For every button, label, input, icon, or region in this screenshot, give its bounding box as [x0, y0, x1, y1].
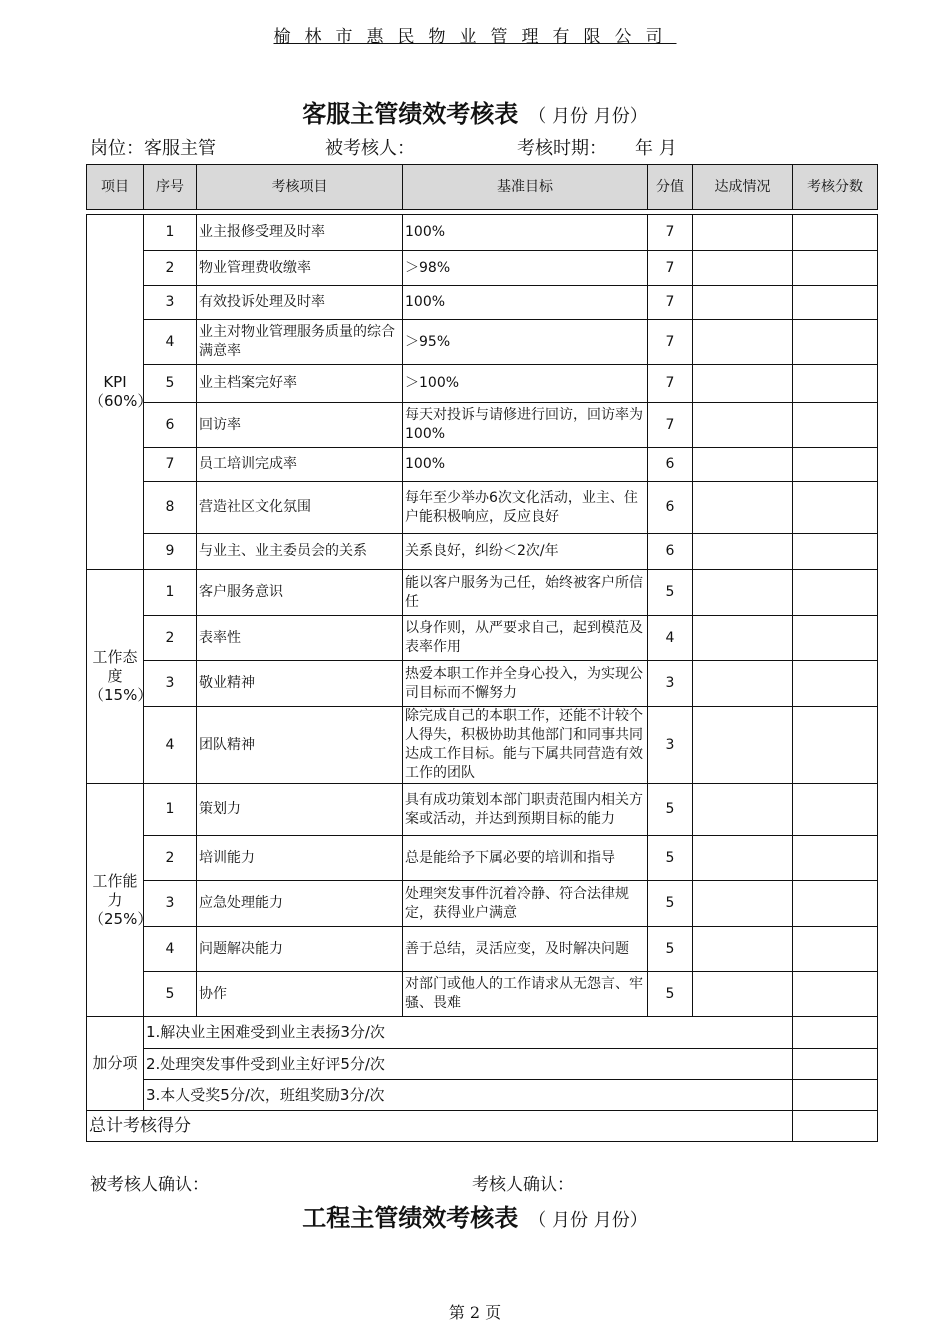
- row-number: 2: [144, 251, 197, 286]
- row-number: 8: [144, 482, 197, 534]
- row-achievement-cell[interactable]: [693, 251, 793, 286]
- sign-assessor-confirm: 考核人确认：: [472, 1175, 574, 1195]
- row-result-cell[interactable]: [793, 251, 878, 286]
- bonus-row: [87, 1049, 878, 1080]
- info-period: [517, 134, 677, 160]
- row-item: 营造社区文化氛围: [197, 482, 403, 534]
- row-number: 1: [144, 784, 197, 836]
- category-kpi: KPI（60%）: [87, 215, 144, 570]
- row-achievement-cell[interactable]: [693, 448, 793, 482]
- row-number: 2: [144, 836, 197, 881]
- category-attitude: 工作态度（15%）: [87, 570, 144, 784]
- row-achievement-cell[interactable]: [693, 616, 793, 661]
- bonus-score-cell[interactable]: [793, 1080, 878, 1111]
- row-number: 3: [144, 286, 197, 320]
- row-number: 4: [144, 707, 197, 784]
- row-score: 3: [648, 661, 693, 707]
- sign-assessed-confirm: 被考核人确认：: [90, 1175, 209, 1195]
- table-row: [87, 972, 878, 1017]
- row-achievement-cell[interactable]: [693, 661, 793, 707]
- form-title-period: （ 月份 月份）: [528, 106, 648, 127]
- table-row: [87, 784, 878, 836]
- row-result-cell[interactable]: [793, 707, 878, 784]
- form-title-period: （ 月份 月份）: [528, 1210, 648, 1231]
- row-score: 7: [648, 215, 693, 251]
- total-row: [87, 1111, 878, 1142]
- bonus-row: [87, 1017, 878, 1049]
- row-target: 100%: [403, 448, 648, 482]
- row-score: 7: [648, 251, 693, 286]
- col-header-number: 序号: [144, 165, 197, 210]
- row-number: 5: [144, 365, 197, 403]
- table-row: [87, 215, 878, 251]
- info-post: 岗位：客服主管: [90, 138, 216, 159]
- row-number: 7: [144, 448, 197, 482]
- table-header-row: [87, 165, 878, 210]
- row-item: 问题解决能力: [197, 927, 403, 972]
- row-score: 5: [648, 836, 693, 881]
- table-row: [87, 482, 878, 534]
- company-name: 榆林市惠民物业管理有限公司: [273, 27, 677, 47]
- row-score: 6: [648, 448, 693, 482]
- row-score: 7: [648, 365, 693, 403]
- col-header-item: 考核项目: [197, 165, 403, 210]
- total-label: 总计考核得分: [87, 1111, 793, 1142]
- row-target: ＞98%: [403, 251, 648, 286]
- row-result-cell[interactable]: [793, 570, 878, 616]
- table-row: [87, 286, 878, 320]
- row-number: 3: [144, 881, 197, 927]
- row-achievement-cell[interactable]: [693, 403, 793, 448]
- row-score: 5: [648, 570, 693, 616]
- row-result-cell[interactable]: [793, 661, 878, 707]
- row-item: 员工培训完成率: [197, 448, 403, 482]
- row-target: 关系良好，纠纷＜2次/年: [403, 534, 648, 570]
- row-result-cell[interactable]: [793, 534, 878, 570]
- row-result-cell[interactable]: [793, 403, 878, 448]
- row-item: 策划力: [197, 784, 403, 836]
- row-result-cell[interactable]: [793, 972, 878, 1017]
- row-achievement-cell[interactable]: [693, 534, 793, 570]
- row-number: 6: [144, 403, 197, 448]
- row-achievement-cell[interactable]: [693, 972, 793, 1017]
- row-achievement-cell[interactable]: [693, 570, 793, 616]
- row-score: 7: [648, 286, 693, 320]
- row-item: 表率性: [197, 616, 403, 661]
- row-target: 每年至少举办6次文化活动，业主、住户能积极响应，反应良好: [403, 482, 648, 534]
- table-row: [87, 927, 878, 972]
- row-result-cell[interactable]: [793, 215, 878, 251]
- row-target: 每天对投诉与请修进行回访，回访率为100%: [403, 403, 648, 448]
- row-result-cell[interactable]: [793, 365, 878, 403]
- row-result-cell[interactable]: [793, 784, 878, 836]
- bonus-item: 1.解决业主困难受到业主表扬3分/次: [144, 1017, 793, 1049]
- row-target: 能以客户服务为己任，始终被客户所信任: [403, 570, 648, 616]
- table-row: [87, 534, 878, 570]
- row-achievement-cell[interactable]: [693, 365, 793, 403]
- table-row: [87, 570, 878, 616]
- table-row: [87, 881, 878, 927]
- row-result-cell[interactable]: [793, 286, 878, 320]
- row-target: 100%: [403, 286, 648, 320]
- row-achievement-cell[interactable]: [693, 482, 793, 534]
- table-row: [87, 365, 878, 403]
- row-item: 团队精神: [197, 707, 403, 784]
- row-score: 3: [648, 707, 693, 784]
- info-assessed-person: 被考核人：: [325, 138, 415, 159]
- row-result-cell[interactable]: [793, 320, 878, 365]
- row-number: 9: [144, 534, 197, 570]
- table-row: [87, 403, 878, 448]
- table-row: [87, 448, 878, 482]
- row-score: 5: [648, 927, 693, 972]
- row-target: 善于总结，灵活应变，及时解决问题: [403, 927, 648, 972]
- row-item: 有效投诉处理及时率: [197, 286, 403, 320]
- row-item: 协作: [197, 972, 403, 1017]
- row-score: 7: [648, 403, 693, 448]
- row-target: 具有成功策划本部门职责范围内相关方案或活动，并达到预期目标的能力: [403, 784, 648, 836]
- row-achievement-cell[interactable]: [693, 881, 793, 927]
- row-achievement-cell[interactable]: [693, 927, 793, 972]
- row-score: 6: [648, 534, 693, 570]
- assessment-table: [86, 164, 878, 1142]
- row-result-cell[interactable]: [793, 448, 878, 482]
- row-item: 业主报修受理及时率: [197, 215, 403, 251]
- bonus-label: 加分项: [87, 1017, 144, 1111]
- row-result-cell[interactable]: [793, 616, 878, 661]
- row-item: 客户服务意识: [197, 570, 403, 616]
- form-title-main: 客服主管绩效考核表: [302, 100, 519, 128]
- bonus-item: 2.处理突发事件受到业主好评5分/次: [144, 1049, 793, 1080]
- row-score: 5: [648, 881, 693, 927]
- category-ability: 工作能力（25%）: [87, 784, 144, 1017]
- col-header-target: 基准目标: [403, 165, 648, 210]
- company-header: [0, 22, 950, 47]
- form-title-customer-service: [0, 94, 950, 129]
- row-achievement-cell[interactable]: [693, 215, 793, 251]
- col-header-category: 项目: [87, 165, 144, 210]
- table-row: [87, 661, 878, 707]
- row-number: 5: [144, 972, 197, 1017]
- table-row: [87, 616, 878, 661]
- col-header-score: 分值: [648, 165, 693, 210]
- row-item: 与业主、业主委员会的关系: [197, 534, 403, 570]
- row-target: ＞95%: [403, 320, 648, 365]
- info-period-label: 考核时期：: [517, 138, 607, 159]
- row-number: 4: [144, 927, 197, 972]
- row-target: 热爱本职工作并全身心投入，为实现公司目标而不懈努力: [403, 661, 648, 707]
- row-result-cell[interactable]: [793, 881, 878, 927]
- row-achievement-cell[interactable]: [693, 836, 793, 881]
- row-item: 业主对物业管理服务质量的综合满意率: [197, 320, 403, 365]
- col-header-achievement: 达成情况: [693, 165, 793, 210]
- row-number: 3: [144, 661, 197, 707]
- row-number: 1: [144, 570, 197, 616]
- row-target: 除完成自己的本职工作，还能不计较个人得失，积极协助其他部门和同事共同达成工作目标。能与下属共同营造有效工作的团队: [403, 707, 648, 784]
- row-item: 业主档案完好率: [197, 365, 403, 403]
- row-achievement-cell[interactable]: [693, 286, 793, 320]
- row-score: 6: [648, 482, 693, 534]
- row-item: 敬业精神: [197, 661, 403, 707]
- row-achievement-cell[interactable]: [693, 707, 793, 784]
- table-row: [87, 320, 878, 365]
- row-number: 4: [144, 320, 197, 365]
- row-result-cell[interactable]: [793, 836, 878, 881]
- row-result-cell[interactable]: [793, 482, 878, 534]
- row-achievement-cell[interactable]: [693, 784, 793, 836]
- bonus-item: 3.本人受奖5分/次，班组奖励3分/次: [144, 1080, 793, 1111]
- row-target: 总是能给予下属必要的培训和指导: [403, 836, 648, 881]
- table-row: [87, 707, 878, 784]
- row-item: 物业管理费收缴率: [197, 251, 403, 286]
- row-target: 处理突发事件沉着冷静、符合法律规定，获得业户满意: [403, 881, 648, 927]
- row-target: 对部门或他人的工作请求从无怨言、牢骚、畏难: [403, 972, 648, 1017]
- info-period-year-month: 年 月: [635, 138, 677, 159]
- table-row: [87, 251, 878, 286]
- row-achievement-cell[interactable]: [693, 320, 793, 365]
- row-item: 培训能力: [197, 836, 403, 881]
- row-item: 回访率: [197, 403, 403, 448]
- row-result-cell[interactable]: [793, 927, 878, 972]
- row-target: ＞100%: [403, 365, 648, 403]
- page-number: 第 2 页: [448, 1303, 502, 1322]
- row-number: 2: [144, 616, 197, 661]
- form-title-engineering: [0, 1198, 950, 1233]
- bonus-score-cell[interactable]: [793, 1017, 878, 1049]
- row-target: 以身作则，从严要求自己，起到模范及表率作用: [403, 616, 648, 661]
- row-target: 100%: [403, 215, 648, 251]
- col-header-result: 考核分数: [793, 165, 878, 210]
- row-score: 4: [648, 616, 693, 661]
- total-score-cell[interactable]: [793, 1111, 878, 1142]
- row-score: 5: [648, 784, 693, 836]
- row-item: 应急处理能力: [197, 881, 403, 927]
- bonus-row: [87, 1080, 878, 1111]
- row-score: 5: [648, 972, 693, 1017]
- row-score: 7: [648, 320, 693, 365]
- form-title-main: 工程主管绩效考核表: [302, 1204, 519, 1232]
- row-number: 1: [144, 215, 197, 251]
- table-row: [87, 836, 878, 881]
- bonus-score-cell[interactable]: [793, 1049, 878, 1080]
